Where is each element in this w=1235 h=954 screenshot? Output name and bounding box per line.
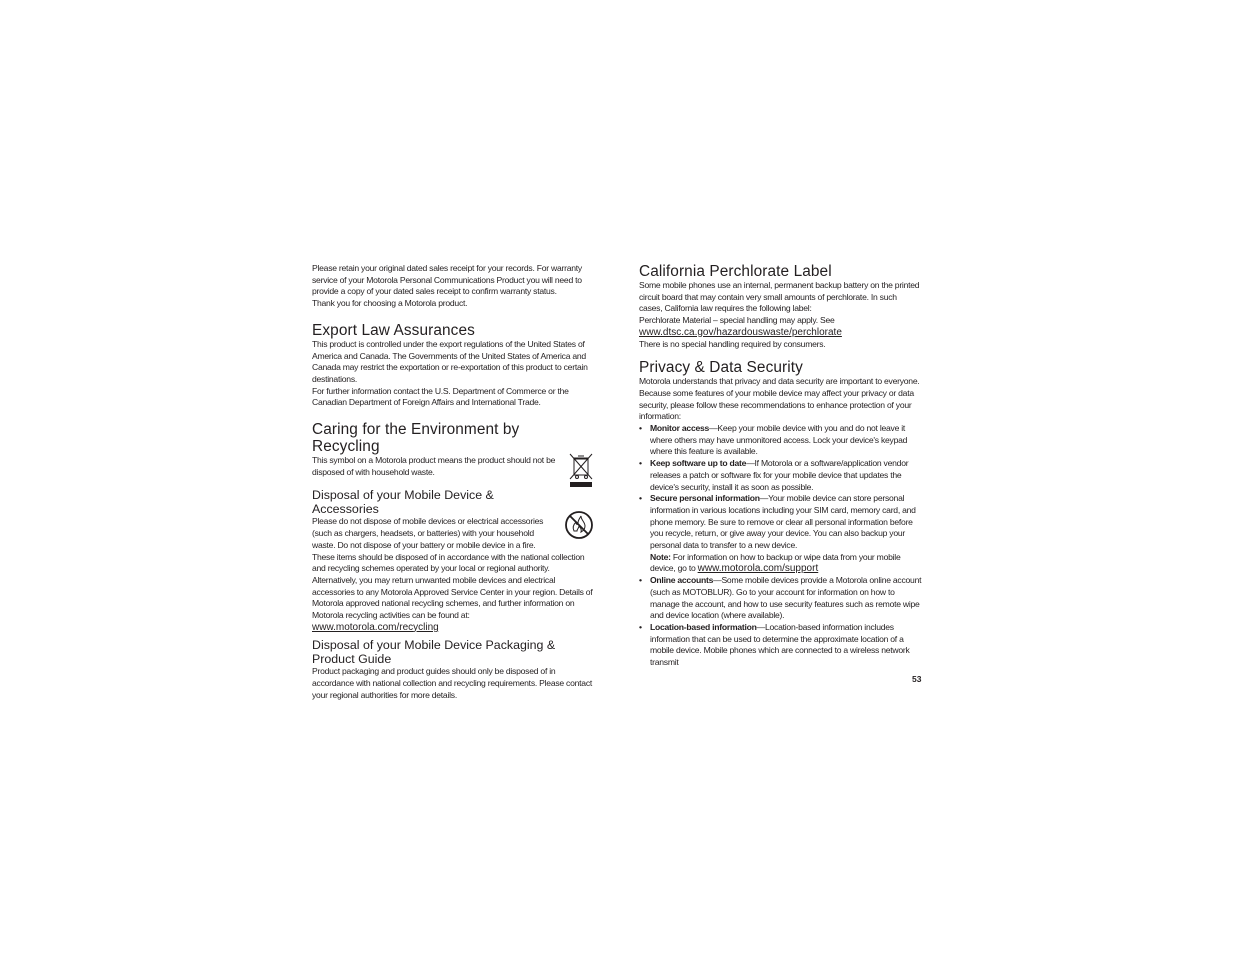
export-body-1: This product is controlled under the export regulations of the United States of America and Canada. The Governments of the United States of America and Canada may restrict the exportation or re-exportation of this product to certain destinations. [312, 338, 588, 384]
bullet-term: Location-based information [650, 621, 757, 632]
recycling-heading: Caring for the Environment by Recycling [312, 421, 520, 456]
perchlorate-body: Some mobile phones use an internal, permanent backup battery on the printed circuit board that may contain very small amounts of perchlorate. In such cases, California law requires the following label: [639, 280, 920, 314]
disposal-packaging-body: Product packaging and product guides should only be disposed of in accordance with national collection and recycling requirements. Please contact your regional authorities for more details. [312, 666, 593, 700]
note-label: Note: [650, 551, 671, 562]
no-fire-icon [564, 510, 594, 545]
right-column [639, 263, 922, 669]
privacy-intro: Motorola understands that privacy and data security are important to everyone. Because some features of your mobile device may affect your privacy or data security, please follow these recommendations to enhance protection of your information: [639, 376, 920, 422]
recycling-link[interactable]: www.motorola.com/recycling [312, 621, 439, 633]
bullet-term: Monitor access [650, 423, 710, 434]
perchlorate-heading: California Perchlorate Label [639, 263, 832, 280]
page-number: 53 [912, 674, 922, 684]
left-column [312, 263, 596, 702]
list-item [639, 423, 922, 458]
disposal-device-body: Please do not dispose of mobile devices or electrical accessories (such as chargers, headsets, or batteries) with your household waste. Do not dispose of your battery or mobile device in a fire. These items should be disposed of in accordance with the national collection and recycling schemes operated by your local or regional authority. Alternatively, you may return unwanted mobile devices and electrical accessories to any Motorola Approved Service Center in your region. Details of Motorola approved national recycling schemes, and further information on Motorola recycling activities can be found at: [312, 516, 593, 621]
export-body-2: For further information contact the U.S. Department of Commerce or the Canadian Department of Foreign Affairs and International Trade. [312, 385, 569, 408]
bullet: • [639, 423, 642, 434]
bullet-text: —Your mobile device can store personal information in various locations including your SIM card, memory card, and phone memory. Be sure to remove or clear all personal information before you recycle, return, or give away your device. You can also backup your personal data to transfer to a new device. [650, 493, 916, 551]
thank-you-line: Thank you for choosing a Motorola product. [312, 298, 468, 309]
perchlorate-note: There is no special handling required by consumers. [639, 338, 826, 349]
support-link[interactable]: www.motorola.com/support [697, 563, 819, 575]
bullet-text: —If Motorola or a software/application vendor releases a patch or software fix for your mobile device that updates the device's security, install it as soon as possible. [650, 458, 909, 492]
recycling-body: This symbol on a Motorola product means the product should not be disposed of with household waste. [312, 455, 556, 477]
recycling-block [312, 455, 596, 478]
bullet: • [639, 621, 642, 632]
disposal-device-heading: Disposal of your Mobile Device & Accessories [312, 488, 494, 517]
crossed-out-wheelie-bin-icon [568, 451, 594, 494]
list-item [639, 493, 922, 575]
warranty-paragraph: Please retain your original dated sales receipt for your records. For warranty service of your Motorola Personal Communications Product you will need to provide a copy of your dated sales receipt to confirm warranty status. [312, 263, 582, 297]
bullet: • [639, 575, 642, 586]
disposal-device-block [312, 516, 596, 633]
perchlorate-label: Perchlorate Material – special handling may apply. See [639, 315, 835, 326]
bullet-term: Keep software up to date [650, 458, 747, 469]
export-heading: Export Law Assurances [312, 321, 475, 339]
bullet-text: —Location-based information includes information that can be used to determine the approximate location of a mobile device. Mobile phones which are connected to a wireless network transmit [650, 621, 910, 668]
bullet-text: —Some mobile devices provide a Motorola online account (such as MOTOBLUR). Go to your account for information on how to manage the account, and how to use security features such as remote wipe and device location (where available). [650, 575, 922, 621]
bullet: • [639, 493, 642, 504]
list-item [639, 458, 922, 493]
note-text: For information on how to backup or wipe data from your mobile device, go to [650, 551, 901, 574]
bullet-text: —Keep your mobile device with you and do not leave it where others may have unmonitored access. Lock your device's keypad where this feature is available. [650, 423, 908, 457]
perchlorate-link[interactable]: www.dtsc.ca.gov/hazardouswaste/perchlorate [639, 326, 842, 338]
bullet-term: Online accounts [650, 575, 714, 586]
bullet-term: Secure personal information [650, 493, 760, 504]
list-item [639, 622, 922, 669]
list-item [639, 575, 922, 622]
privacy-heading: Privacy & Data Security [639, 359, 803, 377]
privacy-list [639, 423, 922, 669]
bullet: • [639, 458, 642, 469]
disposal-packaging-heading: Disposal of your Mobile Device Packaging & Product Guide [312, 638, 556, 667]
support-note [650, 552, 922, 575]
